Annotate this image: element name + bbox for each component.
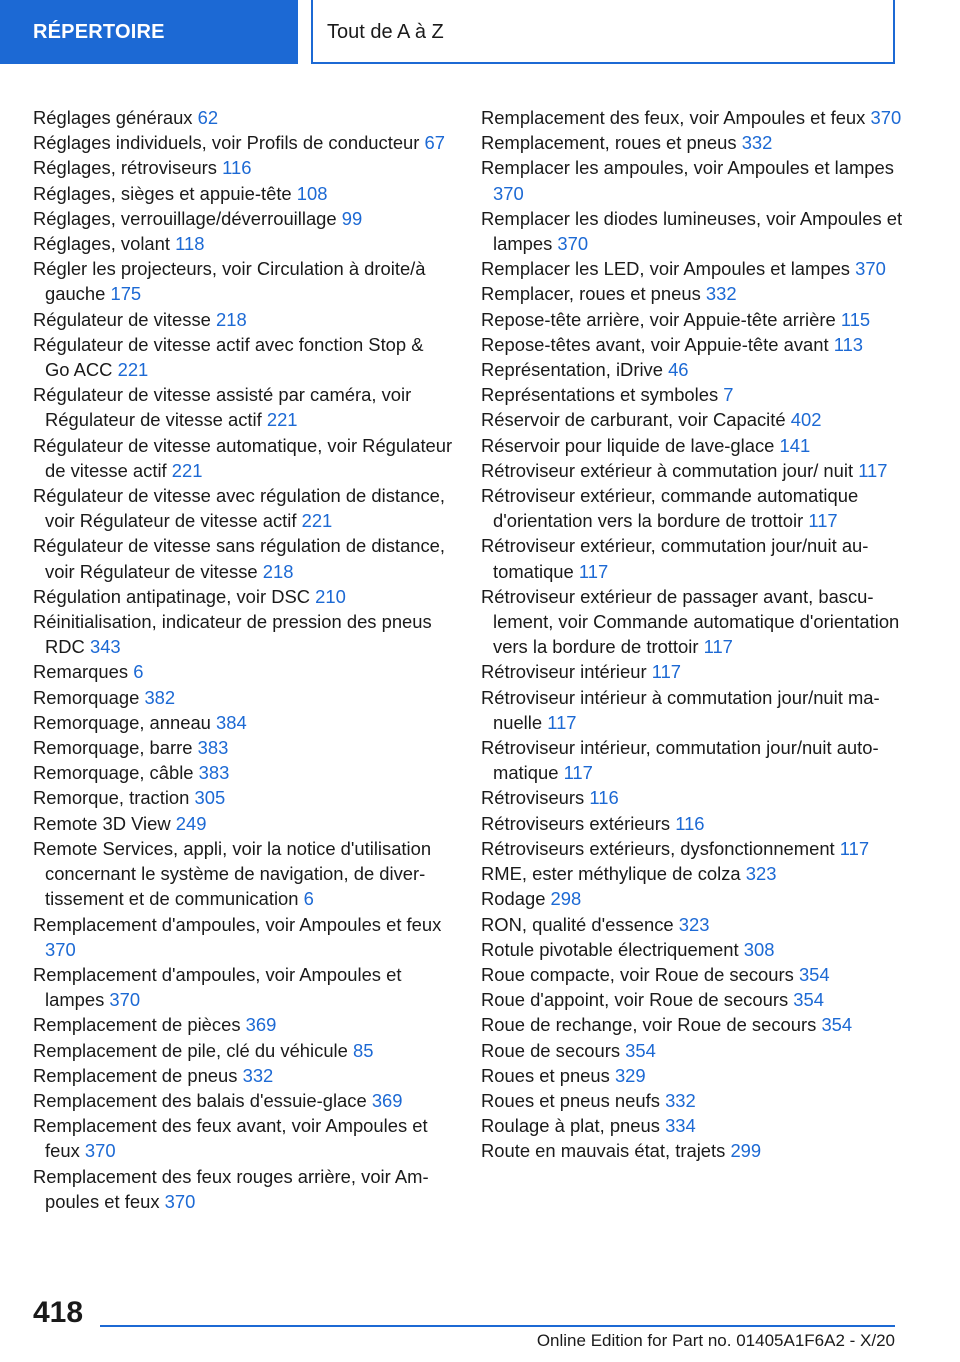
index-entry-text: Route en mauvais état, trajets	[481, 1140, 726, 1162]
index-entry-text: Repose-tête arrière, voir Appuie-tête arrière	[481, 308, 836, 330]
index-entry-text: Rétroviseurs	[481, 787, 585, 809]
index-entry	[33, 231, 453, 256]
index-entry	[481, 332, 905, 357]
index-entry-text: Rotule pivotable électriquement	[481, 938, 739, 960]
index-entry	[33, 811, 453, 836]
page-reference-link[interactable]: 117	[651, 661, 682, 683]
index-entry-text: Rétroviseur intérieur, commutation jour/nuit automatique	[481, 737, 879, 784]
page-reference-link[interactable]: 383	[197, 737, 229, 759]
index-entry	[481, 886, 905, 911]
index-entry-text: Remplacement des feux avant, voir Ampoules et feux	[33, 1115, 428, 1162]
page-reference-link[interactable]: 354	[625, 1039, 656, 1061]
index-entry-text: Roues et pneus neufs	[481, 1089, 660, 1111]
index-entry-text: Remplacement des feux rouges arrière, voir Ampoules et feux	[33, 1165, 429, 1212]
index-entry-text: Remplacement des feux, voir Ampoules et feux	[481, 107, 866, 128]
index-entry	[33, 710, 453, 735]
page-reference-link[interactable]: 369	[245, 1014, 277, 1036]
page-reference-link[interactable]: 117	[547, 711, 577, 733]
index-entry	[481, 130, 905, 155]
index-entry	[33, 659, 453, 684]
index-entry-text: Roue de rechange, voir Roue de secours	[481, 1014, 817, 1036]
index-entry	[481, 584, 905, 660]
index-entry-text: Réglages généraux	[33, 107, 193, 128]
index-entry	[481, 256, 905, 281]
index-entry-text: Régulateur de vitesse avec régulation de distance, voir Régulateur de vitesse actif	[33, 485, 446, 532]
index-entry	[33, 332, 453, 382]
page-reference-link[interactable]: 6	[303, 888, 314, 910]
page-reference-link[interactable]: 382	[144, 686, 176, 708]
page-reference-link[interactable]: 99	[341, 207, 363, 229]
edition-note: Online Edition for Part no. 01405A1F6A2 - X/20	[536, 1331, 895, 1350]
page-reference-link[interactable]: 370	[164, 1190, 196, 1212]
index-entry-text: Régulateur de vitesse assisté par caméra, voir Régulateur de vitesse actif	[33, 384, 412, 431]
index-entry-text: Remplacement de pièces	[33, 1014, 241, 1036]
page-reference-link[interactable]: 332	[741, 132, 773, 154]
index-entry	[33, 130, 453, 155]
index-entry-text: Réglages, verrouillage/déverrouillage	[33, 207, 337, 229]
index-entry	[33, 735, 453, 760]
index-entry-text: Rodage	[481, 888, 546, 910]
index-entry	[33, 1088, 453, 1113]
index-entry-text: Remplacement des balais d'essuie-glace	[33, 1089, 367, 1111]
index-entry	[481, 1138, 905, 1163]
index-entry-text: Rétroviseur extérieur de passager avant, basculement, voir Commande automatique d'orientation vers la bordure de trottoir	[481, 585, 900, 658]
page-reference-link[interactable]: 67	[424, 132, 446, 154]
page-reference-link[interactable]: 6	[133, 661, 144, 683]
page-reference-link[interactable]: 108	[296, 182, 328, 204]
page-reference-link[interactable]: 370	[109, 989, 141, 1011]
page-header	[0, 0, 960, 66]
page-reference-link[interactable]: 218	[262, 560, 294, 582]
index-entry	[33, 912, 453, 962]
index-entry-text: Remplacer, roues et pneus	[481, 283, 701, 305]
index-entry	[481, 811, 905, 836]
index-entry	[481, 861, 905, 886]
page-reference-link[interactable]: 175	[110, 283, 142, 305]
index-entry-text: Roue de secours	[481, 1039, 621, 1061]
page-reference-link[interactable]: 402	[790, 409, 822, 431]
index-entry	[481, 785, 905, 810]
index-entry	[33, 256, 453, 306]
index-entry	[33, 1164, 453, 1214]
page-reference-link[interactable]: 117	[578, 560, 609, 582]
index-entry	[33, 433, 453, 483]
index-entry	[481, 483, 905, 533]
index-entry-text: Rétroviseur extérieur, commutation jour/nuit automatique	[481, 535, 869, 582]
page-reference-link[interactable]: 116	[222, 157, 252, 179]
page-reference-link[interactable]: 370	[45, 938, 76, 960]
index-entry-text: Représentation, iDrive	[481, 359, 663, 381]
page-reference-link[interactable]: 354	[793, 989, 824, 1011]
page-reference-link[interactable]: 221	[301, 510, 333, 532]
index-entry	[481, 735, 905, 785]
index-entry	[33, 206, 453, 231]
index-entry	[33, 962, 453, 1012]
index-entry-text: Remorque, traction	[33, 787, 190, 809]
page-reference-link[interactable]: 118	[175, 233, 205, 255]
index-entry-text: RME, ester méthylique de colza	[481, 863, 741, 885]
page-reference-link[interactable]: 46	[668, 359, 689, 381]
index-entry	[33, 533, 453, 583]
page-reference-link[interactable]: 85	[352, 1039, 374, 1061]
page-reference-link[interactable]: 383	[198, 762, 230, 784]
page-reference-link[interactable]: 384	[216, 711, 247, 733]
index-entry-text: Repose-têtes avant, voir Appuie-tête avant	[481, 333, 829, 355]
index-entry	[33, 1012, 453, 1037]
page-reference-link[interactable]: 117	[808, 510, 838, 532]
index-entry	[481, 1038, 905, 1063]
index-entry	[33, 382, 453, 432]
index-entry-text: Rétroviseur extérieur, commande automatique d'orientation vers la bordure de trottoir	[481, 485, 859, 532]
index-entry	[33, 785, 453, 810]
page-reference-link[interactable]: 7	[723, 384, 734, 406]
index-entry	[481, 937, 905, 962]
index-entry	[33, 760, 453, 785]
index-entry-text: Régler les projecteurs, voir Circulation à droite/à gauche	[33, 258, 426, 305]
index-entry	[33, 307, 453, 332]
index-entry-text: Remorquage, anneau	[33, 711, 211, 733]
index-entry	[33, 609, 453, 659]
page-reference-link[interactable]: 369	[371, 1089, 403, 1111]
index-entry-text: Remarques	[33, 661, 129, 683]
page-reference-link[interactable]: 323	[678, 913, 710, 935]
index-entry	[481, 433, 905, 458]
page-number: 418	[33, 1296, 84, 1329]
index-entry-text: Régulation antipatinage, voir DSC	[33, 585, 311, 607]
index-entry-text: Rétroviseur intérieur	[481, 661, 647, 683]
index-entry	[33, 836, 453, 912]
page-reference-link[interactable]: 354	[798, 963, 830, 985]
index-column-left	[33, 105, 453, 1214]
index-entry	[481, 357, 905, 382]
index-entry-text: Remplacement d'ampoules, voir Ampoules et lampes	[33, 963, 402, 1011]
index-entry	[481, 836, 905, 861]
index-entry-text: Remorquage, barre	[33, 737, 193, 759]
page-reference-link[interactable]: 221	[266, 409, 298, 431]
index-entry	[481, 533, 905, 583]
page-reference-link[interactable]: 332	[242, 1064, 274, 1086]
page-reference-link[interactable]: 113	[833, 333, 864, 355]
page-reference-link[interactable]: 115	[840, 308, 871, 330]
page-reference-link[interactable]: 305	[194, 787, 226, 809]
index-entry	[33, 155, 453, 180]
index-entry-text: Remplacement, roues et pneus	[481, 132, 737, 154]
index-entry-text: Réglages, volant	[33, 233, 170, 255]
index-entry-text: Remplacement d'ampoules, voir Ampoules et feux	[33, 913, 442, 935]
index-entry-text: Réinitialisation, indicateur de pression des pneus RDC	[33, 611, 432, 658]
index-entry-text: Remote 3D View	[33, 812, 171, 834]
page-reference-link[interactable]: 116	[675, 812, 705, 834]
index-entry-text: Rétroviseurs extérieurs	[481, 812, 671, 834]
index-entry	[481, 1113, 905, 1138]
page-reference-link[interactable]: 354	[821, 1014, 853, 1036]
index-entry-text: Représentations et symboles	[481, 384, 719, 406]
index-entry	[481, 206, 905, 256]
index-entry-text: Réservoir pour liquide de lave-glace	[481, 434, 775, 456]
index-entry-text: Rétroviseur extérieur à commutation jour/ nuit	[481, 459, 854, 481]
page-reference-link[interactable]: 221	[171, 459, 203, 481]
index-entry-text: Roue d'appoint, voir Roue de secours	[481, 989, 789, 1011]
index-entry	[481, 307, 905, 332]
index-entry	[481, 1063, 905, 1088]
page-reference-link[interactable]: 370	[870, 107, 902, 128]
index-entry-text: Réglages, rétroviseurs	[33, 157, 217, 179]
page-reference-link[interactable]: 332	[665, 1089, 696, 1111]
page-reference-link[interactable]: 323	[745, 863, 777, 885]
page-reference-link[interactable]: 117	[563, 762, 593, 784]
index-entry-text: Remorquage, câble	[33, 762, 194, 784]
index-entry	[481, 281, 905, 306]
index-entry	[481, 1088, 905, 1113]
index-entry-text: Remplacer les ampoules, voir Ampoules et lampes	[481, 157, 894, 179]
page-reference-link[interactable]: 218	[216, 308, 247, 330]
section-tab: RÉPERTOIRE	[0, 0, 298, 64]
page-reference-link[interactable]: 334	[665, 1115, 696, 1137]
chapter-title: Tout de A à Z	[311, 0, 895, 64]
page-reference-link[interactable]: 116	[589, 787, 619, 809]
index-entry-text: Remplacement de pneus	[33, 1064, 238, 1086]
page-reference-link[interactable]: 117	[858, 459, 888, 481]
index-entry-text: Remote Services, appli, voir la notice d'utilisation concernant le système de navigation, de divertissement et de communication	[33, 837, 432, 910]
index-entry	[481, 987, 905, 1012]
index-entry-text: Roulage à plat, pneus	[481, 1115, 660, 1137]
index-entry	[481, 912, 905, 937]
index-entry-text: Réservoir de carburant, voir Capacité	[481, 409, 786, 431]
page-reference-link[interactable]: 332	[705, 283, 737, 305]
index-entry	[33, 584, 453, 609]
page-reference-link[interactable]: 62	[197, 107, 219, 128]
index-entry	[481, 1012, 905, 1037]
page-reference-link[interactable]: 298	[550, 888, 582, 910]
page-reference-link[interactable]: 370	[493, 182, 524, 204]
index-entry-text: Roue compacte, voir Roue de secours	[481, 963, 794, 985]
footer-divider	[100, 1325, 895, 1327]
index-entry	[481, 382, 905, 407]
index-entry	[481, 105, 905, 130]
index-entry-text: Réglages, sièges et appuie-tête	[33, 182, 292, 204]
index-entry	[481, 659, 905, 684]
index-entry	[481, 155, 905, 205]
index-entry	[33, 685, 453, 710]
page-reference-link[interactable]: 117	[839, 837, 870, 859]
page-reference-link[interactable]: 299	[730, 1140, 762, 1162]
index-entry	[33, 105, 453, 130]
page-reference-link[interactable]: 329	[614, 1064, 646, 1086]
index-entry	[33, 483, 453, 533]
page-reference-link[interactable]: 343	[89, 636, 121, 658]
index-entry-text: Remplacer les LED, voir Ampoules et lampes	[481, 258, 850, 280]
index-entry	[481, 962, 905, 987]
index-entry-text: Réglages individuels, voir Profils de conducteur	[33, 132, 420, 154]
page-reference-link[interactable]: 141	[779, 434, 811, 456]
index-entry-text: Remplacement de pile, clé du véhicule	[33, 1039, 348, 1061]
index-entry	[481, 407, 905, 432]
page-reference-link[interactable]: 370	[855, 258, 886, 280]
index-column-right	[481, 105, 905, 1164]
index-entry-text: Remplacer les diodes lumineuses, voir Ampoules et lampes	[481, 207, 903, 255]
index-entry-text: Régulateur de vitesse actif avec fonction Stop & Go ACC	[33, 333, 424, 381]
page-reference-link[interactable]: 370	[84, 1140, 116, 1162]
page-reference-link[interactable]: 249	[175, 812, 207, 834]
index-entry	[33, 1113, 453, 1163]
page-reference-link[interactable]: 221	[117, 359, 149, 381]
index-entry-text: Remorquage	[33, 686, 140, 708]
index-entry-text: Régulateur de vitesse automatique, voir Régulateur de vitesse actif	[33, 434, 453, 481]
page-reference-link[interactable]: 210	[315, 585, 346, 607]
index-entry	[481, 458, 905, 483]
index-entry-text: Régulateur de vitesse	[33, 308, 211, 330]
page-reference-link[interactable]: 308	[743, 938, 775, 960]
index-entry-text: Rétroviseur intérieur à commutation jour/nuit manuelle	[481, 686, 880, 733]
index-entry-text: RON, qualité d'essence	[481, 913, 674, 935]
page-reference-link[interactable]: 117	[703, 636, 733, 658]
index-entry-text: Rétroviseurs extérieurs, dysfonctionnement	[481, 837, 835, 859]
index-entry	[33, 1038, 453, 1063]
index-entry-text: Roues et pneus	[481, 1064, 610, 1086]
index-entry	[33, 1063, 453, 1088]
page-reference-link[interactable]: 370	[557, 233, 589, 255]
index-entry-text: Régulateur de vitesse sans régulation de distance, voir Régulateur de vitesse	[33, 535, 446, 582]
index-entry	[481, 685, 905, 735]
index-entry	[33, 181, 453, 206]
